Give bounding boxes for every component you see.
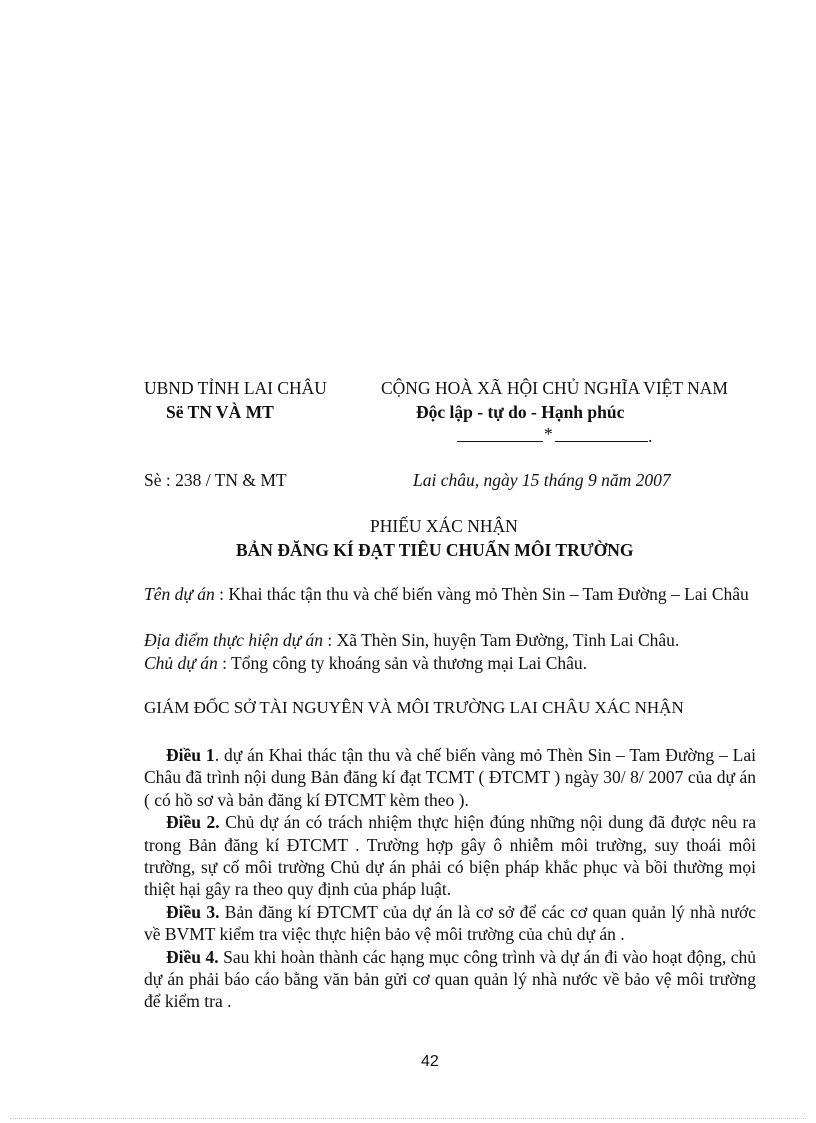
project-name (144, 584, 756, 605)
document-subtitle: BẢN ĐĂNG KÍ ĐẠT TIÊU CHUẨN MÔI TRƯỜNG (236, 540, 634, 560)
motto-dot: . (648, 426, 653, 446)
article-4 (144, 946, 756, 1013)
motto-star: * (544, 424, 553, 444)
project-owner-label: Chủ dự án (144, 653, 218, 673)
project-location-value: : Xã Thèn Sin, huyện Tam Đường, Tỉnh Lai Châu. (323, 630, 680, 650)
motto-underline-right (555, 441, 648, 442)
project-name-value: : Khai thác tận thu và chế biến vàng mỏ Thèn Sin – Tam Đường – Lai Châu (214, 584, 749, 604)
article-3 (144, 901, 756, 946)
motto-underline-left (457, 441, 543, 442)
article-2-text: Chủ dự án có trách nhiệm thực hiện đúng những nội dung đã được nêu ra trong Bản đăng kí ĐTCMT . Trường hợp gây ô nhiễm môi trường, suy thoái môi trường, sự cố môi trường Chủ dự án phải có biện pháp khắc phục và bồi thường mọi thiệt hại gây ra theo quy định của pháp luật. (144, 812, 756, 900)
article-1 (144, 744, 756, 811)
confirmation-heading: GIÁM ĐỐC SỞ TÀI NGUYÊN VÀ MÔI TRƯỜNG LAI CHÂU XÁC NHẬN (144, 698, 684, 717)
article-1-label: Điều 1 (166, 745, 215, 765)
article-3-text: Bản đăng kí ĐTCMT của dự án là cơ sở để các cơ quan quản lý nhà nước về BVMT kiểm tra việc thực hiện bảo vệ môi trường của chủ dự án . (144, 901, 756, 945)
project-location-label: Địa điểm thực hiện dự án (144, 630, 323, 650)
place-and-date: Lai châu, ngày 15 tháng 9 năm 2007 (413, 470, 671, 490)
articles (144, 744, 756, 1013)
project-owner (144, 653, 756, 674)
issuing-authority: UBND TỈNH LAI CHÂU (144, 378, 327, 398)
project-location (144, 630, 756, 651)
issuing-department: Së TN VÀ MT (166, 402, 274, 422)
project-name-label: Tên dự án (144, 584, 215, 604)
article-4-label: Điều 4. (166, 946, 219, 967)
article-1-text: . dự án Khai thác tận thu và chế biến vàng mỏ Thèn Sin – Tam Đường – Lai Châu đã trình nội dung Bản đăng kí đạt TCMT ( ĐTCMT ) ngày 30/ 8/ 2007 của dự án ( có hồ sơ và bản đăng kí ĐTCMT kèm theo ). (144, 745, 757, 810)
project-owner-value: : Tổng công ty khoáng sản và thương mại Lai Châu. (217, 653, 588, 673)
document-title: PHIẾU XÁC NHẬN (370, 516, 518, 536)
national-title: CỘNG HOÀ XÃ HỘI CHỦ NGHĨA VIỆT NAM (381, 378, 728, 398)
page-bottom-border (10, 1118, 806, 1119)
national-motto: Độc lập - tự do - Hạnh phúc (416, 402, 625, 422)
page-number: 42 (421, 1053, 439, 1070)
article-4-text: Sau khi hoàn thành các hạng mục công trình và dự án đi vào hoạt động, chủ dự án phải báo cáo bằng văn bản gửi cơ quan quản lý nhà nước về bảo vệ môi trường để kiểm tra . (144, 946, 756, 1012)
document-number: Sè : 238 / TN & MT (144, 470, 287, 490)
article-2 (144, 811, 756, 901)
article-2-label: Điều 2. (166, 812, 220, 833)
article-3-label: Điều 3. (166, 901, 220, 922)
